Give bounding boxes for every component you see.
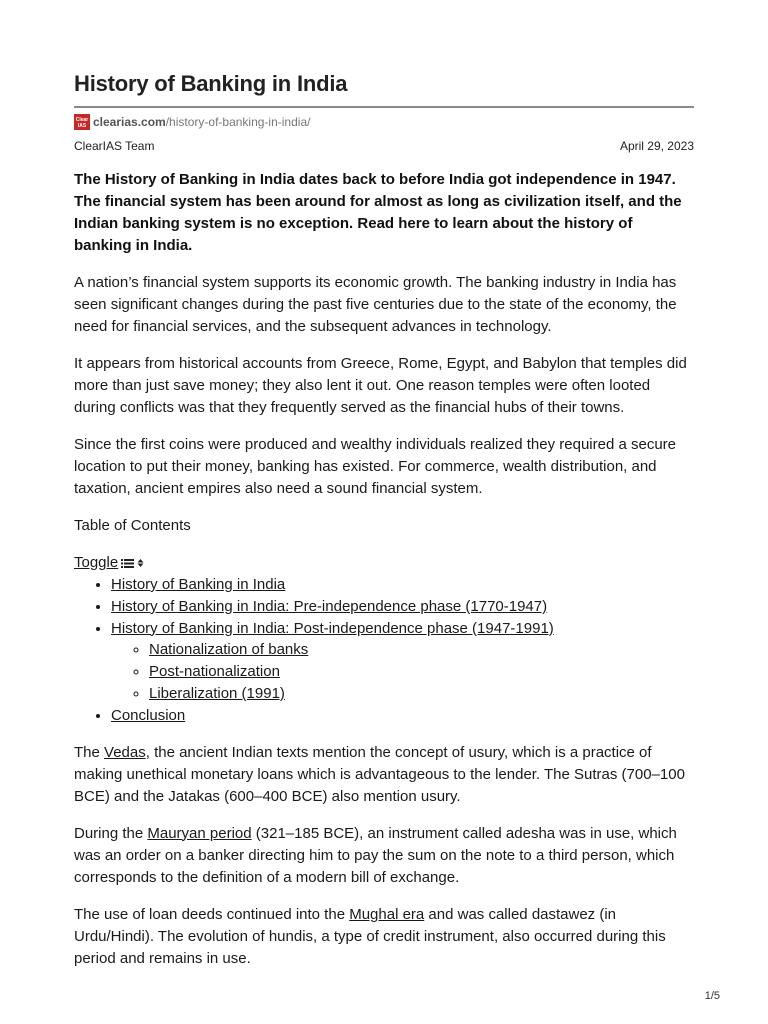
toc-link[interactable]: Liberalization (1991) [149, 684, 285, 702]
toc-item [111, 574, 694, 596]
source-link[interactable] [74, 114, 310, 130]
paragraph: A nation’s financial system supports its economic growth. The banking industry in India has seen significant changes during the past five centuries due to the state of the economy, the need for financial services, and the subsequent advances in technology. [74, 274, 677, 335]
toc-link[interactable]: Conclusion [111, 706, 186, 724]
mughal-era-link[interactable]: Mughal era [349, 905, 425, 923]
toc-toggle[interactable] [74, 552, 694, 574]
vedas-link[interactable]: Vedas [104, 743, 146, 761]
toc-item [111, 618, 694, 705]
source-domain[interactable]: clearias.com [93, 115, 166, 129]
toc-link[interactable]: History of Banking in India: Pre-independence phase (1770-1947) [111, 597, 548, 615]
paragraph: Since the first coins were produced and wealthy individuals realized they required a secure location to put their money, banking has existed. For commerce, wealth distribution, and taxation, ancient empires also need a sound financial system. [74, 436, 676, 497]
toc-link[interactable]: History of Banking in India: Post-independence phase (1947-1991) [111, 619, 554, 637]
toc-link[interactable]: Nationalization of banks [149, 641, 309, 659]
toc-link[interactable]: Post-nationalization [149, 663, 280, 681]
source-path[interactable]: /history-of-banking-in-india/ [165, 115, 311, 129]
paragraph: During the Mauryan period (321–185 BCE), an instrument called adesha was in use, which was an order on a banker directing him to pay the sum on the note to a third person, which corresponds to the definition of a modern bill of exchange. [74, 824, 677, 886]
sort-arrows-icon[interactable] [137, 558, 144, 568]
toc-subitem [149, 661, 694, 683]
publish-date: April 29, 2023 [619, 139, 694, 153]
toc-sublist [111, 639, 694, 704]
title-divider [74, 106, 694, 108]
table-of-contents [74, 552, 694, 727]
article-meta [74, 139, 694, 153]
toc-item [111, 596, 694, 618]
page-number: 1/5 [704, 990, 720, 1002]
toc-link[interactable]: History of Banking in India [111, 576, 286, 593]
list-icon[interactable] [121, 558, 134, 569]
paragraph: The use of loan deeds continued into the Mughal era and was called dastawez (in Urdu/Hindi). The evolution of hundis, a type of credit instrument, also occurred during this period and remains in use. [74, 905, 666, 967]
toc-subitem [149, 639, 694, 661]
toc-list [74, 574, 694, 727]
paragraph: The Vedas, the ancient Indian texts mention the concept of usury, which is a practice of making unethical monetary loans which is advantageous to the lender. The Sutras (700–100 BCE) and the Jatakas (600–400 BCE) also mention usury. [74, 743, 685, 805]
article-body [74, 169, 694, 985]
page-title: History of Banking in India [74, 71, 348, 96]
mauryan-period-link[interactable]: Mauryan period [147, 824, 252, 842]
toc-subitem [149, 683, 694, 705]
clearias-logo-icon: Clear IAS [74, 114, 90, 130]
toc-toggle-link[interactable]: Toggle [74, 554, 119, 571]
paragraph: It appears from historical accounts from Greece, Rome, Egypt, and Babylon that temples did more than just save money; they also lent it out. One reason temples were often looted during conflicts was that they frequently served as the financial hubs of their towns. [74, 355, 687, 416]
author: ClearIAS Team [74, 139, 155, 153]
lead-paragraph: The History of Banking in India dates back to before India got independence in 1947. The financial system has been around for almost as long as civilization itself, and the Indian banking system is no exception. Read here to learn about the history of banking in India. [74, 171, 682, 254]
toc-item [111, 705, 694, 727]
toc-title: Table of Contents [74, 517, 191, 534]
